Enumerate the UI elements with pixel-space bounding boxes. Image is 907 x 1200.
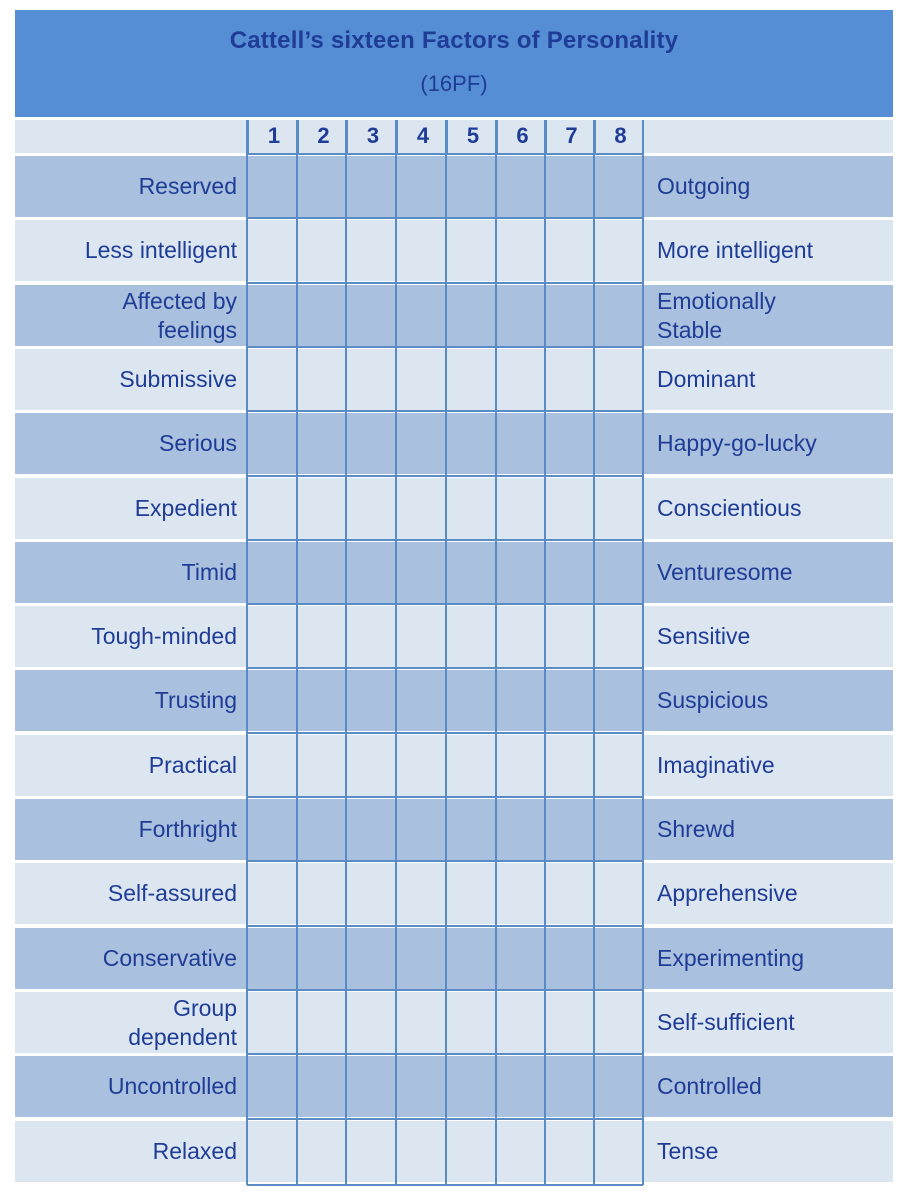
low-pole-text: Conservative bbox=[102, 945, 237, 971]
rating-cell-4[interactable] bbox=[396, 220, 446, 281]
factor-high-pole-label bbox=[657, 542, 887, 603]
rating-cell-1[interactable] bbox=[247, 735, 297, 796]
factor-row bbox=[15, 285, 893, 346]
high-pole-text: More intelligent bbox=[657, 237, 813, 263]
rating-cell-3[interactable] bbox=[346, 413, 396, 474]
factor-row bbox=[15, 349, 893, 410]
grid-row-divider bbox=[247, 1053, 643, 1055]
low-pole-text: Uncontrolled bbox=[107, 1073, 237, 1099]
low-pole-text: Expedient bbox=[134, 495, 237, 521]
rating-cell-7[interactable] bbox=[545, 928, 594, 989]
rating-cell-4[interactable] bbox=[396, 1056, 446, 1117]
factor-row bbox=[15, 1121, 893, 1182]
rating-cell-3[interactable] bbox=[346, 735, 396, 796]
grid-row-divider bbox=[247, 282, 643, 284]
rating-cell-4[interactable] bbox=[396, 478, 446, 539]
factor-low-pole-label bbox=[15, 928, 237, 989]
rating-cell-4[interactable] bbox=[396, 670, 446, 731]
high-pole-text: Dominant bbox=[657, 366, 756, 392]
grid-row-divider bbox=[247, 603, 643, 605]
factor-low-pole-label bbox=[15, 285, 237, 346]
rating-cell-8[interactable] bbox=[594, 413, 643, 474]
factor-row bbox=[15, 542, 893, 603]
rating-cell-6[interactable] bbox=[496, 1056, 545, 1117]
rating-cell-6[interactable] bbox=[496, 863, 545, 924]
rating-cell-4[interactable] bbox=[396, 156, 446, 217]
rating-cell-3[interactable] bbox=[346, 285, 396, 346]
grid-row-divider bbox=[247, 475, 643, 477]
rating-cell-6[interactable] bbox=[496, 799, 545, 860]
factor-high-pole-label bbox=[657, 735, 887, 796]
rating-cell-2[interactable] bbox=[297, 799, 346, 860]
rating-cell-1[interactable] bbox=[247, 349, 297, 410]
rating-cell-3[interactable] bbox=[346, 542, 396, 603]
grid-row-divider bbox=[247, 539, 643, 541]
rating-cell-7[interactable] bbox=[545, 478, 594, 539]
rating-cell-8[interactable] bbox=[594, 285, 643, 346]
factor-low-pole-label bbox=[15, 478, 237, 539]
factor-low-pole-label bbox=[15, 220, 237, 281]
rating-cell-3[interactable] bbox=[346, 799, 396, 860]
table-subtitle: (16PF) bbox=[420, 71, 488, 96]
grid-row-divider bbox=[247, 410, 643, 412]
rating-cell-7[interactable] bbox=[545, 1121, 594, 1182]
grid-row-divider bbox=[247, 153, 643, 155]
rating-cell-5[interactable] bbox=[446, 735, 496, 796]
low-pole-text: Tough-minded bbox=[91, 623, 237, 649]
rating-cell-6[interactable] bbox=[496, 542, 545, 603]
rating-cell-4[interactable] bbox=[396, 285, 446, 346]
rating-cell-3[interactable] bbox=[346, 1056, 396, 1117]
grid-column-divider bbox=[495, 120, 497, 1185]
factor-row bbox=[15, 156, 893, 217]
rating-cell-2[interactable] bbox=[297, 413, 346, 474]
rating-cell-8[interactable] bbox=[594, 992, 643, 1053]
rating-cell-4[interactable] bbox=[396, 349, 446, 410]
factor-low-pole-label bbox=[15, 413, 237, 474]
rating-cell-1[interactable] bbox=[247, 220, 297, 281]
factor-high-pole-label bbox=[657, 285, 887, 346]
rating-cell-5[interactable] bbox=[446, 1056, 496, 1117]
rating-cell-7[interactable] bbox=[545, 1056, 594, 1117]
grid-column-divider bbox=[593, 120, 595, 1185]
grid-column-divider bbox=[296, 120, 298, 1185]
rating-cell-8[interactable] bbox=[594, 478, 643, 539]
factor-low-pole-label bbox=[15, 670, 237, 731]
scale-column-header: 2 bbox=[297, 120, 348, 154]
rating-cell-6[interactable] bbox=[496, 670, 545, 731]
low-pole-text: Timid bbox=[181, 559, 237, 585]
rating-cell-7[interactable] bbox=[545, 413, 594, 474]
grid-row-divider bbox=[247, 1184, 643, 1186]
factor-low-pole-label bbox=[15, 156, 237, 217]
rating-cell-1[interactable] bbox=[247, 992, 297, 1053]
rating-cell-6[interactable] bbox=[496, 928, 545, 989]
rating-cell-8[interactable] bbox=[594, 928, 643, 989]
scale-column-header: 8 bbox=[594, 120, 645, 154]
rating-cell-7[interactable] bbox=[545, 285, 594, 346]
grid-row-divider bbox=[247, 925, 643, 927]
rating-cell-3[interactable] bbox=[346, 156, 396, 217]
rating-cell-7[interactable] bbox=[545, 735, 594, 796]
factor-row bbox=[15, 735, 893, 796]
table-title: Cattell’s sixteen Factors of Personality bbox=[229, 27, 679, 54]
low-pole-text: Affected by feelings bbox=[122, 287, 237, 343]
rating-cell-3[interactable] bbox=[346, 606, 396, 667]
grid-column-divider bbox=[395, 120, 397, 1185]
rating-cell-8[interactable] bbox=[594, 735, 643, 796]
rating-cell-8[interactable] bbox=[594, 863, 643, 924]
rating-cell-2[interactable] bbox=[297, 863, 346, 924]
scale-column-header: 4 bbox=[396, 120, 448, 154]
factor-low-pole-label bbox=[15, 1121, 237, 1182]
rating-cell-5[interactable] bbox=[446, 478, 496, 539]
high-pole-text: Outgoing bbox=[657, 173, 751, 199]
factor-row bbox=[15, 220, 893, 281]
grid-column-divider bbox=[345, 120, 347, 1185]
factor-high-pole-label bbox=[657, 478, 887, 539]
factor-row bbox=[15, 670, 893, 731]
low-pole-text: Forthright bbox=[138, 816, 237, 842]
factor-high-pole-label bbox=[657, 928, 887, 989]
high-pole-text: Shrewd bbox=[657, 816, 735, 842]
low-pole-text: Trusting bbox=[154, 687, 237, 713]
high-pole-text: Venturesome bbox=[657, 559, 793, 585]
factor-high-pole-label bbox=[657, 670, 887, 731]
factor-high-pole-label bbox=[657, 992, 887, 1053]
high-pole-text: Emotionally Stable bbox=[657, 287, 776, 343]
rating-cell-7[interactable] bbox=[545, 863, 594, 924]
low-pole-text: Practical bbox=[148, 752, 237, 778]
rating-cell-5[interactable] bbox=[446, 799, 496, 860]
rating-cell-4[interactable] bbox=[396, 928, 446, 989]
factor-low-pole-label bbox=[15, 542, 237, 603]
rating-cell-8[interactable] bbox=[594, 799, 643, 860]
rating-cell-2[interactable] bbox=[297, 285, 346, 346]
high-pole-text: Tense bbox=[657, 1138, 719, 1164]
rating-cell-2[interactable] bbox=[297, 928, 346, 989]
rating-cell-2[interactable] bbox=[297, 349, 346, 410]
grid-row-divider bbox=[247, 796, 643, 798]
rating-cell-2[interactable] bbox=[297, 1056, 346, 1117]
high-pole-text: Sensitive bbox=[657, 623, 751, 649]
rating-cell-1[interactable] bbox=[247, 478, 297, 539]
factor-low-pole-label bbox=[15, 1056, 237, 1117]
rating-cell-6[interactable] bbox=[496, 478, 545, 539]
rating-cell-2[interactable] bbox=[297, 156, 346, 217]
rating-cell-8[interactable] bbox=[594, 1056, 643, 1117]
factor-high-pole-label bbox=[657, 1121, 887, 1182]
rating-cell-1[interactable] bbox=[247, 1056, 297, 1117]
high-pole-text: Experimenting bbox=[657, 945, 805, 971]
factor-row bbox=[15, 799, 893, 860]
high-pole-text: Conscientious bbox=[657, 495, 802, 521]
high-pole-text: Apprehensive bbox=[657, 880, 798, 906]
rating-cell-4[interactable] bbox=[396, 1121, 446, 1182]
rating-cell-4[interactable] bbox=[396, 735, 446, 796]
rating-cell-5[interactable] bbox=[446, 542, 496, 603]
rating-cell-8[interactable] bbox=[594, 670, 643, 731]
low-pole-text: Less intelligent bbox=[84, 237, 237, 263]
table-title-band bbox=[15, 10, 893, 117]
factor-high-pole-label bbox=[657, 1056, 887, 1117]
factor-high-pole-label bbox=[657, 863, 887, 924]
factor-row bbox=[15, 928, 893, 989]
rating-cell-7[interactable] bbox=[545, 606, 594, 667]
rating-cell-8[interactable] bbox=[594, 156, 643, 217]
factor-row bbox=[15, 478, 893, 539]
grid-row-divider bbox=[247, 860, 643, 862]
rating-cell-1[interactable] bbox=[247, 156, 297, 217]
factor-high-pole-label bbox=[657, 349, 887, 410]
rating-cell-3[interactable] bbox=[346, 220, 396, 281]
low-pole-text: Self-assured bbox=[107, 880, 237, 906]
rating-cell-6[interactable] bbox=[496, 285, 545, 346]
scale-column-header: 1 bbox=[247, 120, 299, 154]
low-pole-text: Reserved bbox=[138, 173, 237, 199]
rating-cell-7[interactable] bbox=[545, 349, 594, 410]
factor-row bbox=[15, 863, 893, 924]
rating-cell-2[interactable] bbox=[297, 220, 346, 281]
rating-cell-6[interactable] bbox=[496, 413, 545, 474]
grid-row-divider bbox=[247, 732, 643, 734]
factor-high-pole-label bbox=[657, 156, 887, 217]
rating-cell-2[interactable] bbox=[297, 670, 346, 731]
grid-column-divider bbox=[445, 120, 447, 1185]
rating-cell-1[interactable] bbox=[247, 928, 297, 989]
rating-cell-5[interactable] bbox=[446, 413, 496, 474]
rating-cell-7[interactable] bbox=[545, 156, 594, 217]
rating-cell-5[interactable] bbox=[446, 285, 496, 346]
rating-cell-1[interactable] bbox=[247, 1121, 297, 1182]
factor-low-pole-label bbox=[15, 735, 237, 796]
rating-cell-3[interactable] bbox=[346, 1121, 396, 1182]
rating-cell-1[interactable] bbox=[247, 413, 297, 474]
rating-cell-6[interactable] bbox=[496, 156, 545, 217]
rating-cell-8[interactable] bbox=[594, 1121, 643, 1182]
rating-cell-3[interactable] bbox=[346, 863, 396, 924]
low-pole-text: Group dependent bbox=[128, 994, 237, 1050]
high-pole-text: Suspicious bbox=[657, 687, 769, 713]
factor-row bbox=[15, 992, 893, 1053]
rating-cell-3[interactable] bbox=[346, 928, 396, 989]
rating-cell-3[interactable] bbox=[346, 349, 396, 410]
rating-cell-3[interactable] bbox=[346, 992, 396, 1053]
rating-cell-6[interactable] bbox=[496, 606, 545, 667]
grid-row-divider bbox=[247, 989, 643, 991]
rating-cell-4[interactable] bbox=[396, 992, 446, 1053]
rating-cell-5[interactable] bbox=[446, 863, 496, 924]
rating-cell-2[interactable] bbox=[297, 478, 346, 539]
factor-row bbox=[15, 606, 893, 667]
rating-cell-6[interactable] bbox=[496, 992, 545, 1053]
rating-cell-7[interactable] bbox=[545, 992, 594, 1053]
rating-cell-4[interactable] bbox=[396, 542, 446, 603]
rating-cell-1[interactable] bbox=[247, 606, 297, 667]
low-pole-text: Serious bbox=[159, 430, 237, 456]
rating-cell-1[interactable] bbox=[247, 863, 297, 924]
factor-high-pole-label bbox=[657, 220, 887, 281]
rating-cell-5[interactable] bbox=[446, 156, 496, 217]
factor-row bbox=[15, 1056, 893, 1117]
grid-column-divider bbox=[544, 120, 546, 1185]
rating-cell-5[interactable] bbox=[446, 606, 496, 667]
rating-cell-2[interactable] bbox=[297, 992, 346, 1053]
factor-high-pole-label bbox=[657, 799, 887, 860]
high-pole-text: Imaginative bbox=[657, 752, 775, 778]
factor-low-pole-label bbox=[15, 349, 237, 410]
grid-row-divider bbox=[247, 346, 643, 348]
rating-cell-1[interactable] bbox=[247, 670, 297, 731]
rating-cell-5[interactable] bbox=[446, 670, 496, 731]
rating-cell-5[interactable] bbox=[446, 928, 496, 989]
factor-low-pole-label bbox=[15, 992, 237, 1053]
factor-low-pole-label bbox=[15, 606, 237, 667]
rating-cell-2[interactable] bbox=[297, 735, 346, 796]
factor-low-pole-label bbox=[15, 799, 237, 860]
high-pole-text: Controlled bbox=[657, 1073, 762, 1099]
factor-high-pole-label bbox=[657, 413, 887, 474]
rating-cell-3[interactable] bbox=[346, 670, 396, 731]
rating-cell-8[interactable] bbox=[594, 542, 643, 603]
rating-cell-4[interactable] bbox=[396, 799, 446, 860]
high-pole-text: Self-sufficient bbox=[657, 1009, 795, 1035]
rating-cell-8[interactable] bbox=[594, 606, 643, 667]
rating-cell-3[interactable] bbox=[346, 478, 396, 539]
scale-column-header: 5 bbox=[446, 120, 498, 154]
rating-cell-2[interactable] bbox=[297, 606, 346, 667]
rating-cell-8[interactable] bbox=[594, 220, 643, 281]
grid-row-divider bbox=[247, 217, 643, 219]
rating-cell-6[interactable] bbox=[496, 220, 545, 281]
rating-cell-6[interactable] bbox=[496, 735, 545, 796]
grid-row-divider bbox=[247, 667, 643, 669]
grid-column-divider bbox=[246, 120, 248, 1185]
scale-column-header: 3 bbox=[346, 120, 398, 154]
grid-column-divider bbox=[642, 120, 644, 1185]
factor-high-pole-label bbox=[657, 606, 887, 667]
rating-cell-1[interactable] bbox=[247, 799, 297, 860]
rating-cell-7[interactable] bbox=[545, 220, 594, 281]
rating-cell-4[interactable] bbox=[396, 606, 446, 667]
rating-cell-1[interactable] bbox=[247, 542, 297, 603]
scale-column-header: 7 bbox=[545, 120, 596, 154]
high-pole-text: Happy-go-lucky bbox=[657, 430, 817, 456]
rating-cell-5[interactable] bbox=[446, 1121, 496, 1182]
rating-cell-6[interactable] bbox=[496, 349, 545, 410]
rating-cell-2[interactable] bbox=[297, 542, 346, 603]
rating-cell-5[interactable] bbox=[446, 220, 496, 281]
rating-cell-1[interactable] bbox=[247, 285, 297, 346]
low-pole-text: Submissive bbox=[119, 366, 237, 392]
factor-low-pole-label bbox=[15, 863, 237, 924]
factor-row bbox=[15, 413, 893, 474]
rating-cell-5[interactable] bbox=[446, 349, 496, 410]
rating-cell-4[interactable] bbox=[396, 863, 446, 924]
scale-column-header: 6 bbox=[496, 120, 547, 154]
low-pole-text: Relaxed bbox=[152, 1138, 237, 1164]
rating-cell-7[interactable] bbox=[545, 670, 594, 731]
rating-cell-8[interactable] bbox=[594, 349, 643, 410]
rating-cell-5[interactable] bbox=[446, 992, 496, 1053]
rating-cell-7[interactable] bbox=[545, 799, 594, 860]
rating-cell-6[interactable] bbox=[496, 1121, 545, 1182]
grid-row-divider bbox=[247, 1118, 643, 1120]
rating-cell-2[interactable] bbox=[297, 1121, 346, 1182]
rating-cell-4[interactable] bbox=[396, 413, 446, 474]
rating-cell-7[interactable] bbox=[545, 542, 594, 603]
